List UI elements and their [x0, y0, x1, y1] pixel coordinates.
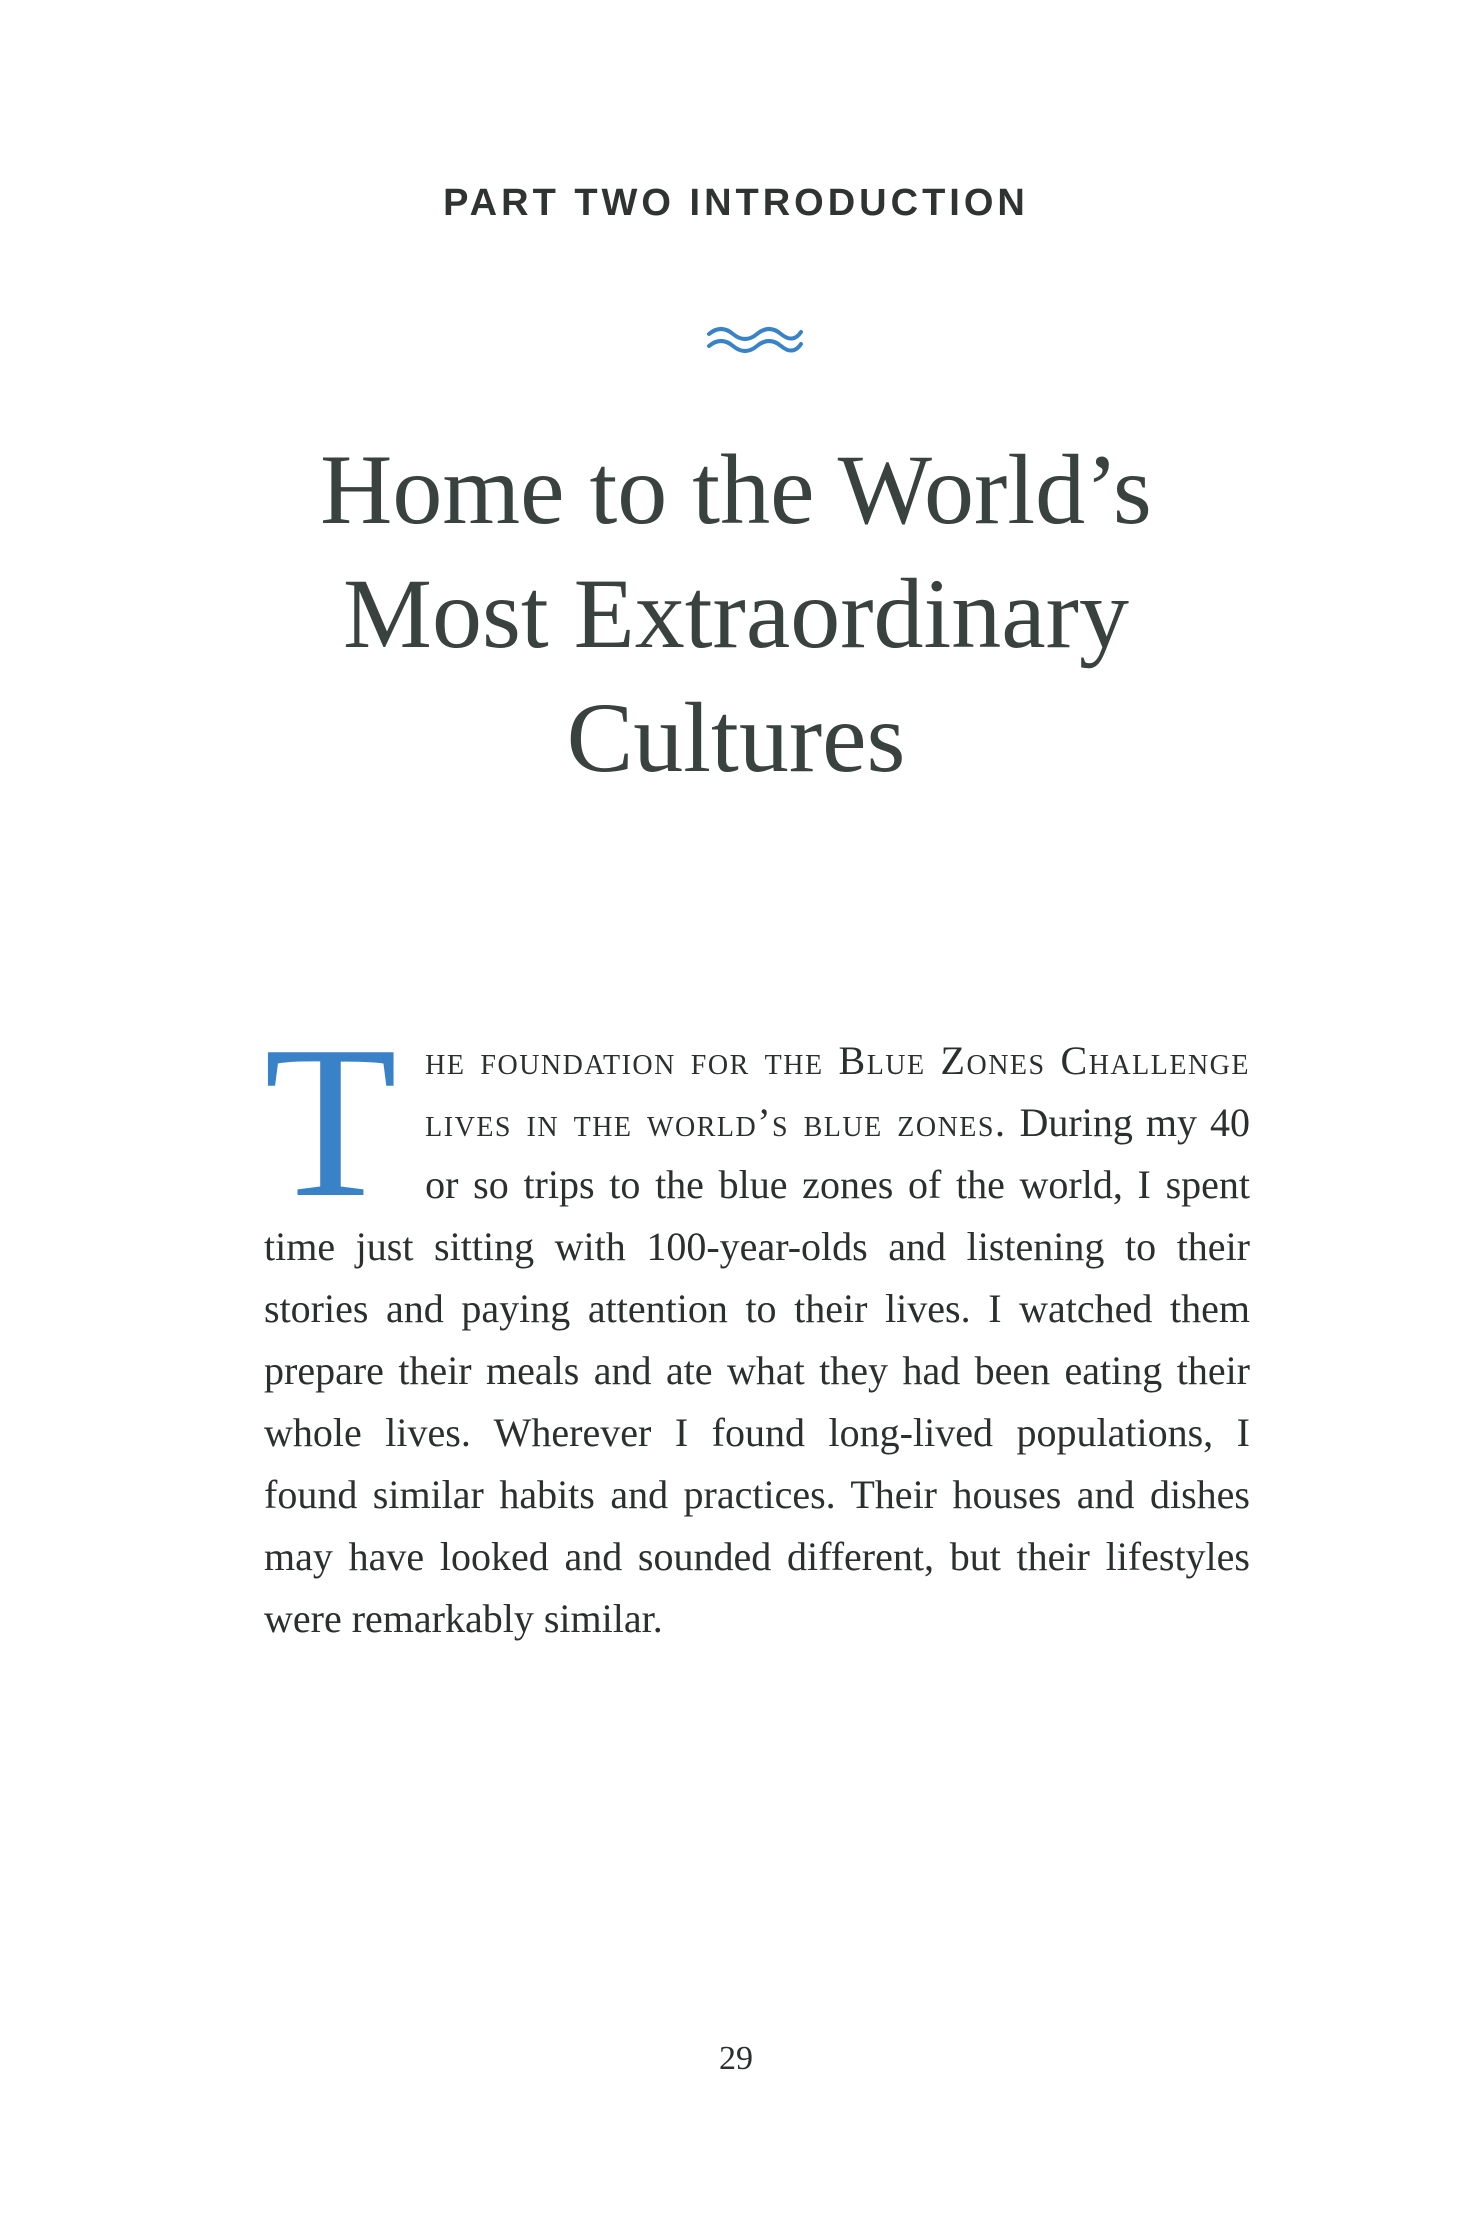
section-kicker: PART TWO INTRODUCTION	[443, 182, 1029, 224]
chapter-title-line: Home to the World’s	[320, 434, 1152, 545]
chapter-title-line: Most Extraordinary	[343, 558, 1129, 669]
page-number: 29	[719, 2040, 753, 2077]
double-wave-icon	[705, 318, 805, 358]
chapter-title-line: Cultures	[566, 682, 906, 793]
paragraph-text: During my 40 or so trips to the blue zones of the world, I spent time just sitting with 100-year-olds and listening to their stories and paying attention to their lives. I watched them prepare their meals and ate what they had been eating their whole lives. Wherever I found long-lived populations, I found similar habits and practices. Their houses and dishes may have looked and sounded different, but their lifestyles were remarkably similar.	[264, 1100, 1250, 1641]
drop-cap: T	[264, 1002, 398, 1243]
body-paragraph	[264, 1002, 1250, 1650]
lead-in-small-caps: he foundation for the Blue Zones Challenge lives in the world’s blue zones.	[425, 1038, 1250, 1145]
chapter-title	[136, 428, 1336, 800]
